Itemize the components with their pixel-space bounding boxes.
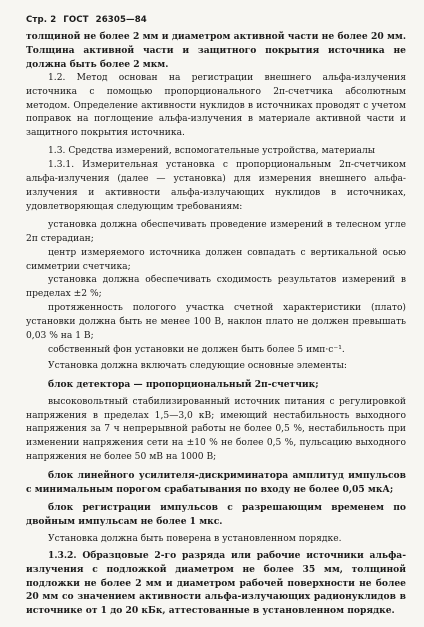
paragraph: центр измеряемого источника должен совпадать с вертикальной осью симметрии счетчика; [26, 247, 406, 272]
paragraph: высоковольтный стабилизированный источник питания с регулировкой напряжения в пределах 1,5—3,0 кВ; имеющий нестабильность выходного напряжения за 7 ч непрерывной работы не более 0,5 %, нестабильность при изменении напряжения сети на ±10 % не более 0,5 %, пульсацию выходного напряжения не более 50 мВ на 1000 В; [26, 396, 406, 463]
paragraph: установка должна обеспечивать сходимость результатов измерений в пределах ±2 %; [26, 275, 406, 300]
paragraph: блок регистрации импульсов с разрешающим временем по двойным импульсам не более 1 мкс. [26, 502, 406, 527]
paragraph: блок детектора — пропорциональный 2π-счетчик; [48, 378, 319, 390]
standard-number: 26305—84 [95, 15, 147, 25]
page-header [26, 10, 406, 30]
paragraph: 1.3.1. Измерительная установка с пропорциональным 2π-счетчиком альфа-излучения (далее — установка) для измерения внешнего альфа-излучения и активности альфа-излучающих нуклидов в источниках, удовлетворяющая следующим требованиям: [26, 160, 406, 212]
paragraph: Установка должна включать следующие основные элементы: [48, 360, 347, 371]
paragraph: протяженность пологого участка счетной характеристики (плато) установки должна быть не менее 100 В, наклон плато не должен превышать 0,03 % на 1 В; [26, 303, 406, 342]
paragraph: собственный фон установки не должен быть более 5 имп·с⁻¹. [48, 344, 345, 355]
paragraph: толщиной не более 2 мм и диаметром активной части не более 20 мм. Толщина активной части и защитного покрытия источника не должна быть более 2 мкм. [26, 31, 406, 70]
paragraph: 1.3.2. Образцовые 2-го разряда или рабочие источники альфа-излучения с подложкой диаметром не более 35 мм, толщиной подложки не более 2 мм и диаметром рабочей поверхности не более 20 мм со значением активности альфа-излучающих радионуклидов в источнике от 1 до 20 кБк, аттестованные в установленном порядке. [26, 549, 406, 617]
paragraph: 1.3. Средства измерений, вспомогательные устройства, материалы [48, 146, 376, 157]
document-body [26, 30, 406, 618]
page-label: Стр. 2 [26, 15, 57, 25]
standard-label: ГОСТ [63, 15, 89, 25]
paragraph: блок линейного усилителя-дискриминатора амплитуд импульсов с минимальным порогом срабатывания по входу не более 0,05 мкА; [26, 470, 406, 496]
paragraph: 1.2. Метод основан на регистрации внешнего альфа-излучения источника с помощью пропорционального 2π-счетчика абсолютным методом. Определение активности нуклидов в источниках проводят с учетом поправок на поглощение альфа-излучения в материале активной части и защитного покрытия источника. [26, 72, 406, 139]
paragraph: установка должна обеспечивать проведение измерений в телесном угле 2π стерадиан; [26, 219, 406, 244]
paragraph: Установка должна быть поверена в установленном порядке. [48, 533, 342, 544]
